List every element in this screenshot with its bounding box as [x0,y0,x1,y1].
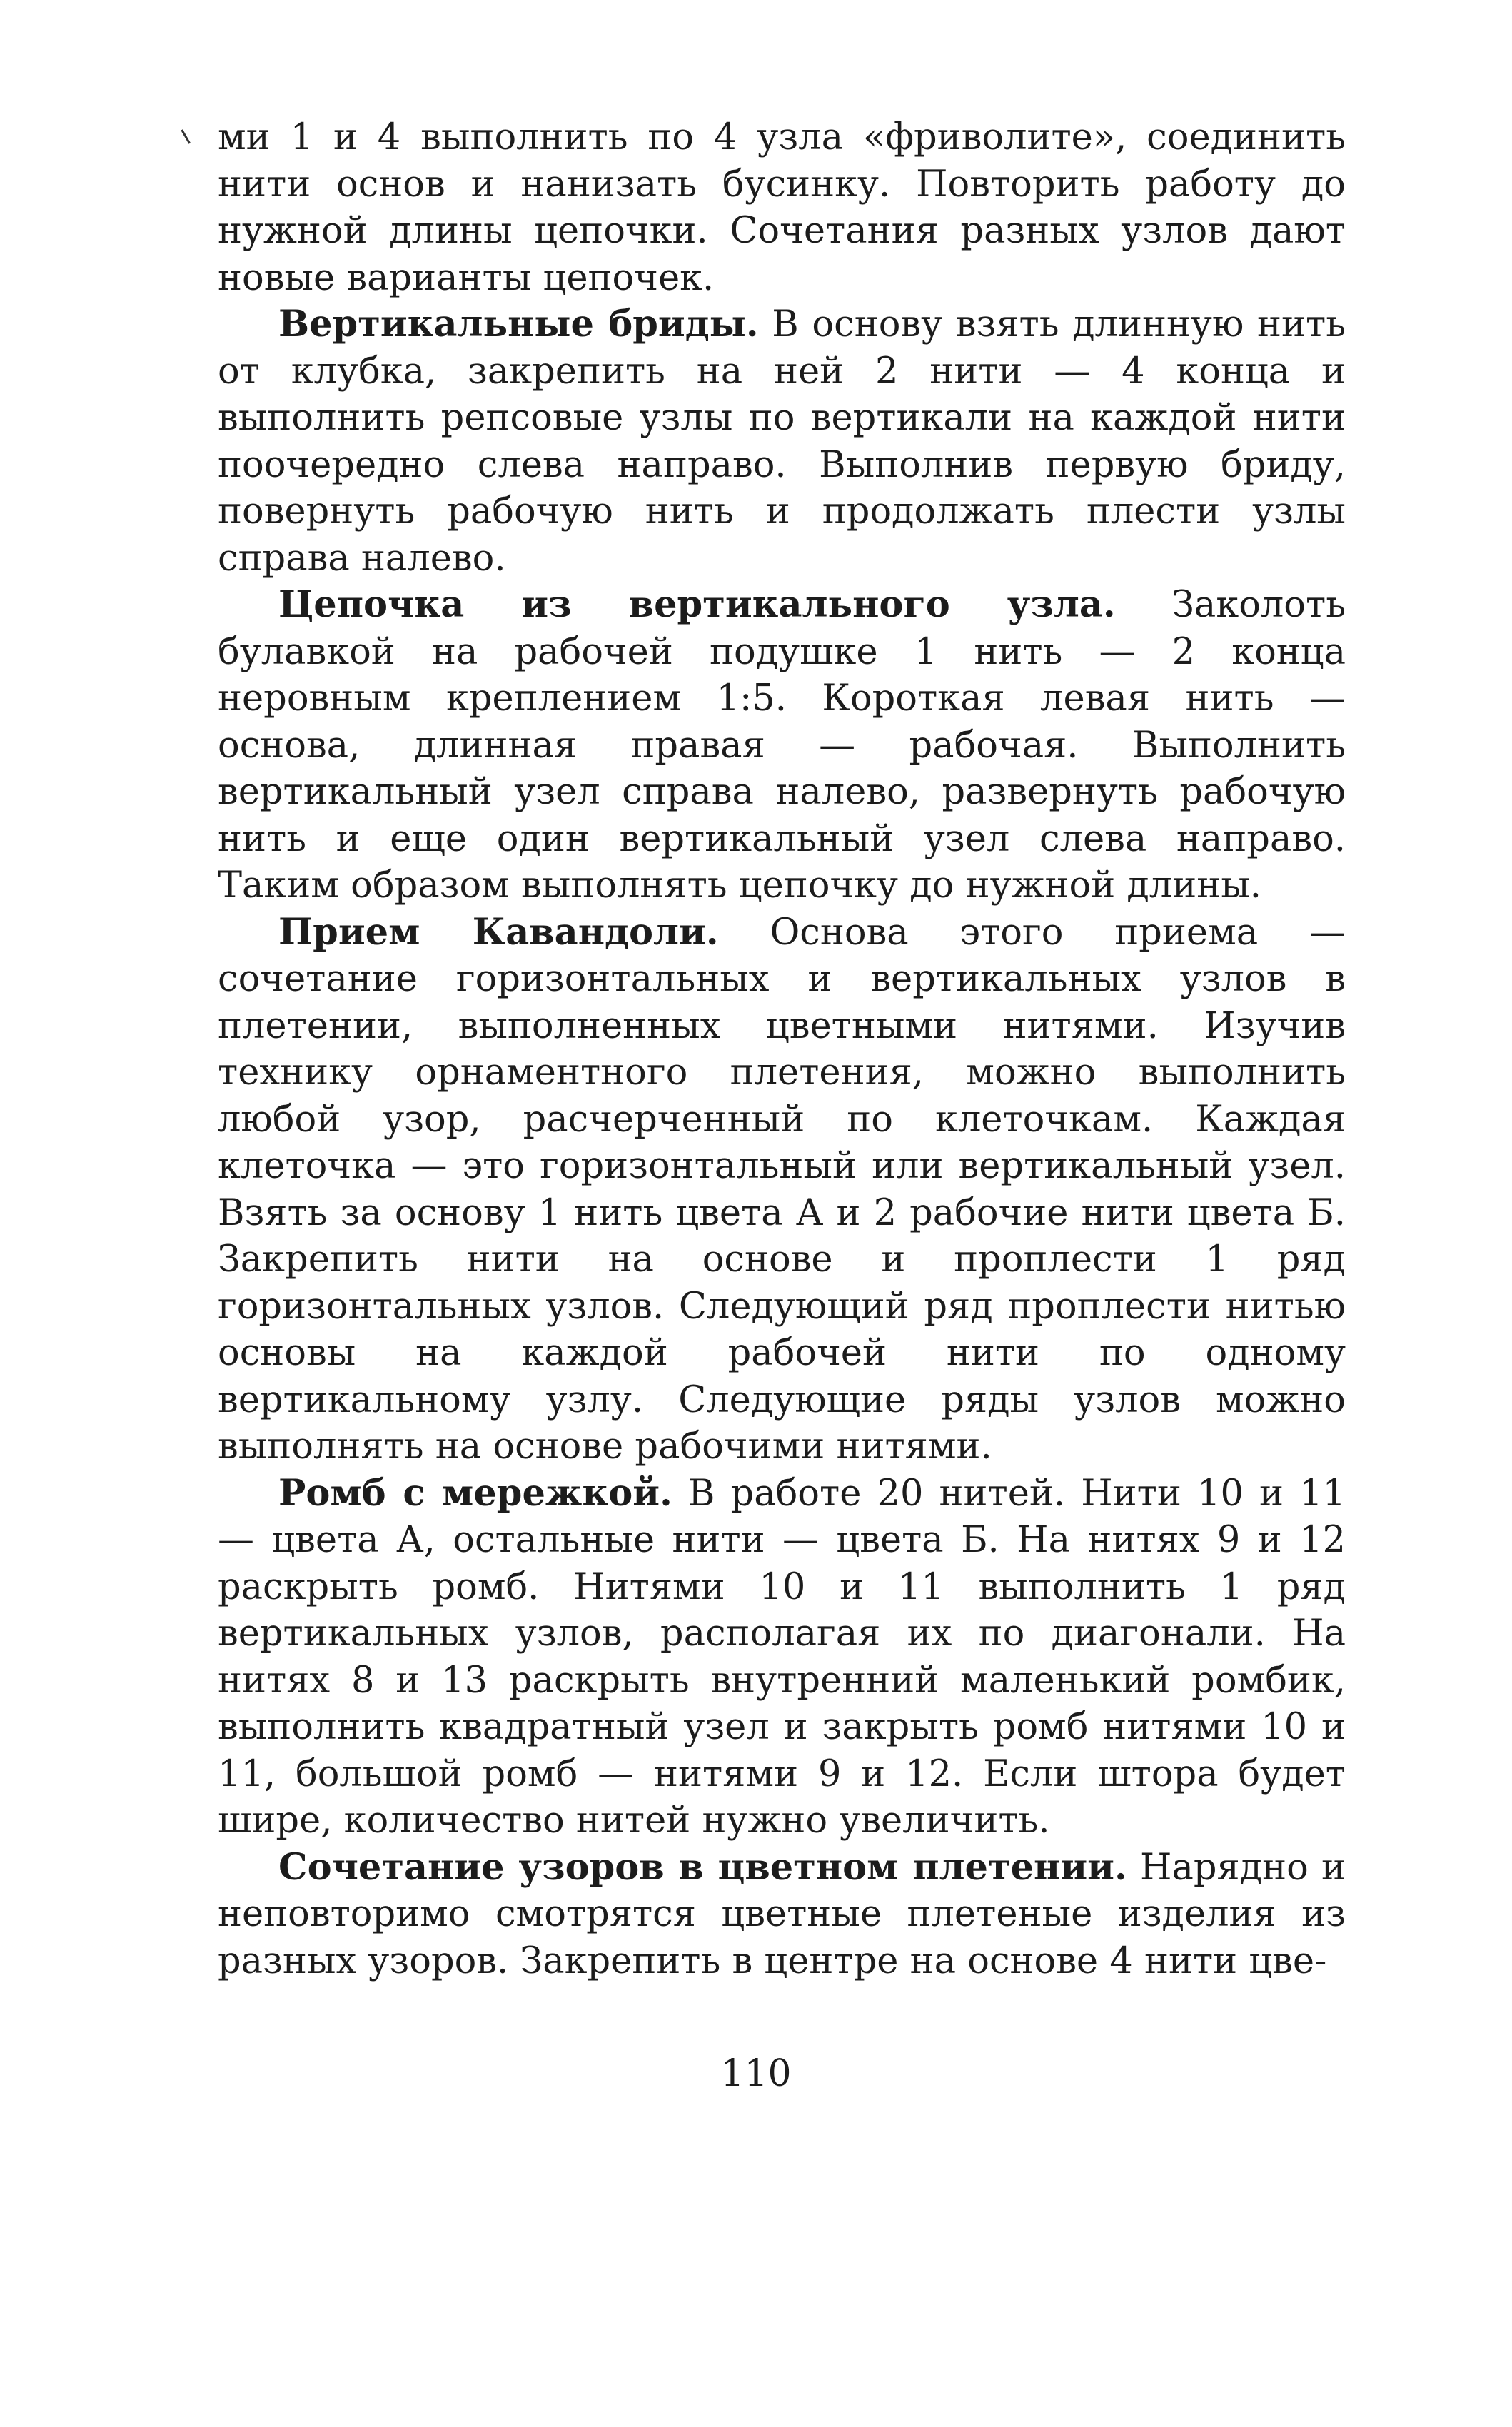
paragraph-heading: Ромб с мережкой. [278,1471,672,1515]
paragraph-text: ми 1 и 4 выполнить по 4 узла «фриволите», соединить нити основ и нанизать бусинку. Повторить работу до нужной длины цепочки. Сочетания разных узлов дают новые варианты цепочек. [218,116,1346,299]
margin-mark [181,126,196,144]
body-text [218,114,1346,1984]
paragraph-heading: Цепочка из вертикального узла. [278,583,1116,626]
paragraph-heading: Сочетание узоров в цветном плетении. [278,1845,1127,1889]
paragraph-heading: Прием Кавандоли. [278,910,719,954]
paragraph-vertical-knot-chain [218,582,1346,909]
paragraph-text: В основу взять длинную нить от клубка, закрепить на ней 2 нити — 4 конца и выполнить репсовые узлы по вертикали на каждой нити поочередно слева направо. Выполнив первую бриду, повернуть рабочую нить и продолжать плести узлы справа налево. [218,303,1346,580]
paragraph-cavandoli [218,909,1346,1470]
paragraph-vertical-brides [218,301,1346,582]
paragraph-text: Заколоть булавкой на рабочей подушке 1 нить — 2 конца неровным креплением 1:5. Короткая левая нить — основа, длинная правая — рабочая. Выполнить вертикальный узел справа налево, развернуть рабочую нить и еще один вертикальный узел слева направо. Таким образом выполнять цепочку до нужной длины. [218,584,1346,907]
paragraph-continuation [218,114,1346,301]
paragraph-text: В работе 20 нитей. Нити 10 и 11 — цвета А, остальные нити — цвета Б. На нитях 9 и 12 раскрыть ромб. Нитями 10 и 11 выполнить 1 ряд вертикальных узлов, располагая их по диагонали. На нитях 8 и 13 раскрыть внутренний маленький ромбик, выполнить квадратный узел и закрыть ромб нитями 10 и 11, большой ромб — нитями 9 и 12. Если штора будет шире, количество нитей нужно увеличить. [218,1472,1346,1842]
paragraph-text: Нарядно и неповторимо смотрятся цветные плетеные изделия из разных узоров. Закрепить в центре на основе 4 нити цве- [218,1846,1346,1982]
paragraph-text: Основа этого приема — сочетание горизонтальных и вертикальных узлов в плетении, выполненных цветными нитями. Изучив технику орнаментного плетения, можно выполнить любой узор, расчерченный по клеточкам. Каждая клеточка — это горизонтальный или вертикальный узел. Взять за основу 1 нить цвета А и 2 рабочие нити цвета Б. Закрепить нити на основе и проплести 1 ряд горизонтальных узлов. Следующий ряд проплести нитью основы на каждой рабочей нити по одному вертикальному узлу. Следующие ряды узлов можно выполнять на основе рабочими нитями. [218,911,1346,1468]
paragraph-heading: Вертикальные бриды. [278,303,759,345]
paragraph-rhombus [218,1470,1346,1845]
paragraph-color-patterns [218,1845,1346,1985]
page-number: 110 [720,2052,792,2095]
